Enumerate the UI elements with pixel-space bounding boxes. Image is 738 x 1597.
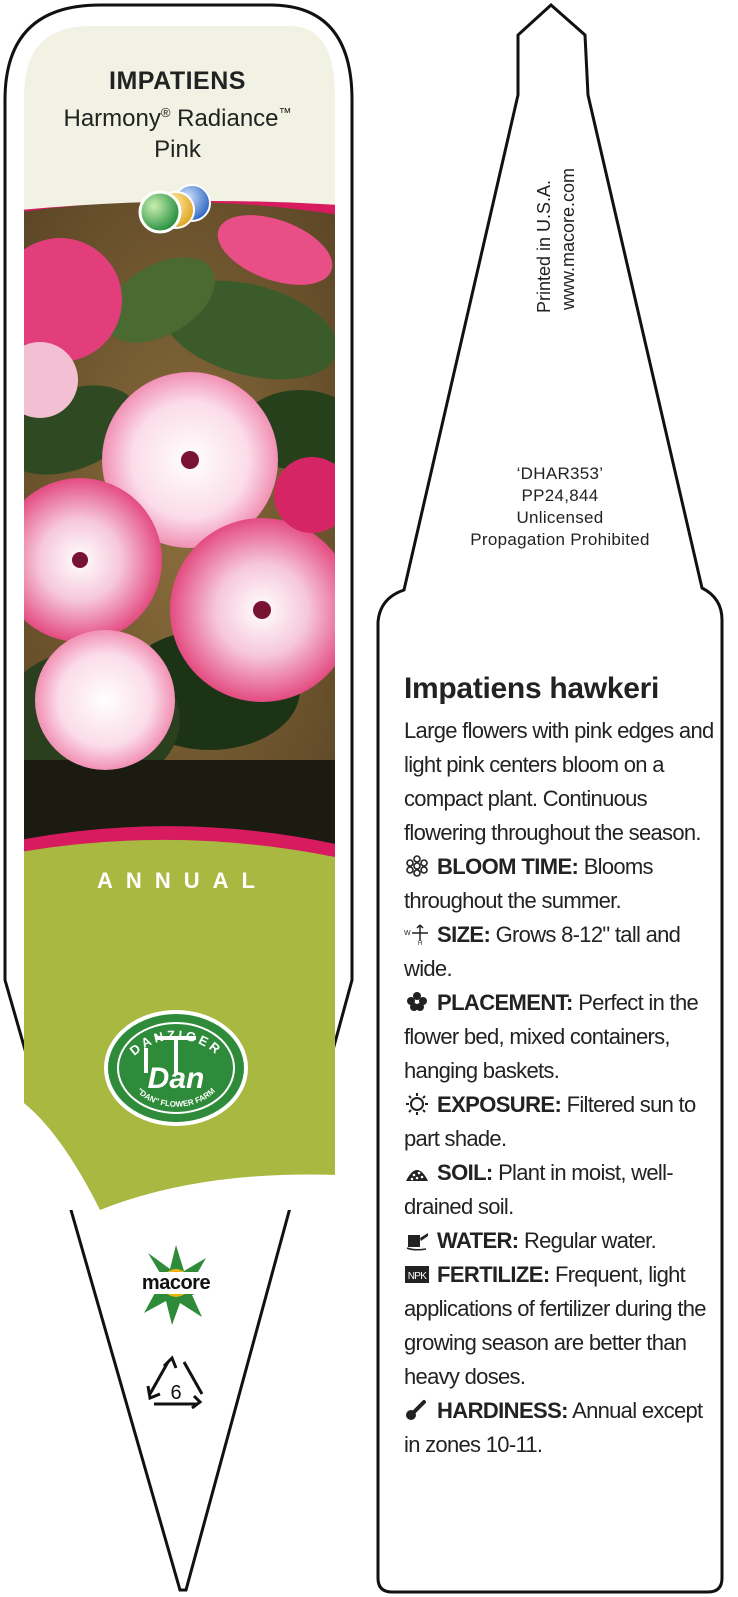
svg-text:Printed in U.S.A.: Printed in U.S.A. — [534, 179, 554, 313]
danziger-logo-text — [106, 1012, 246, 1126]
bloom-icon — [404, 855, 430, 877]
npk-icon — [404, 1263, 430, 1285]
title-genus: IMPATIENS — [109, 67, 246, 95]
care-exposure: EXPOSURE: Filtered sun to part shade. — [404, 1092, 696, 1151]
printed-in-usa — [530, 118, 590, 318]
cultivar-info: ‘DHAR353’ PP24,844 Unlicensed Propagation Prohibited — [470, 464, 650, 549]
size-icon — [404, 923, 430, 945]
category-label: ANNUAL — [97, 868, 268, 893]
care-info — [404, 672, 720, 1462]
recycle-code: 6 — [170, 1382, 182, 1404]
title-series: Harmony® Radiance™ — [63, 105, 292, 132]
sun-icon — [404, 1093, 430, 1115]
watering-can-icon — [404, 1229, 430, 1251]
placement-icon — [404, 991, 430, 1013]
thermometer-icon — [404, 1399, 430, 1421]
care-hardiness: HARDINESS: Annual except in zones 10-11. — [404, 1398, 703, 1457]
svg-text:Dan: Dan — [147, 1062, 205, 1095]
description: Large flowers with pink edges and light pink centers bloom on a compact plant. Continuous flowering throughout the season. — [404, 718, 714, 845]
svg-text:W: W — [404, 930, 410, 937]
care-fertilize: NPK FERTILIZE: Frequent, light applications of fertilizer during the growing season are better than heavy doses. — [404, 1262, 706, 1389]
svg-text:NPK: NPK — [407, 1271, 427, 1282]
care-placement: PLACEMENT: Perfect in the flower bed, mixed containers, hanging baskets. — [404, 990, 699, 1083]
svg-text:"DAN" FLOWER FARM: "DAN" FLOWER FARM — [135, 1086, 217, 1109]
species-name: Impatiens hawkeri — [404, 672, 659, 705]
care-water: WATER: Regular water. — [404, 1224, 720, 1258]
product-title — [20, 66, 335, 165]
svg-text:www.macore.com: www.macore.com — [558, 167, 578, 310]
soil-icon — [404, 1161, 430, 1183]
title-color: Pink — [154, 136, 201, 163]
care-soil: SOIL: Plant in moist, well-drained soil. — [404, 1160, 673, 1219]
svg-text:H: H — [418, 941, 422, 945]
svg-text:DANZIGER: DANZIGER — [126, 1027, 226, 1059]
care-size: W H SIZE: Grows 8-12" tall and wide. — [404, 922, 681, 981]
macore-brand-label: macore — [141, 1272, 211, 1294]
care-bloom-time: BLOOM TIME: Blooms throughout the summer. — [404, 854, 653, 913]
